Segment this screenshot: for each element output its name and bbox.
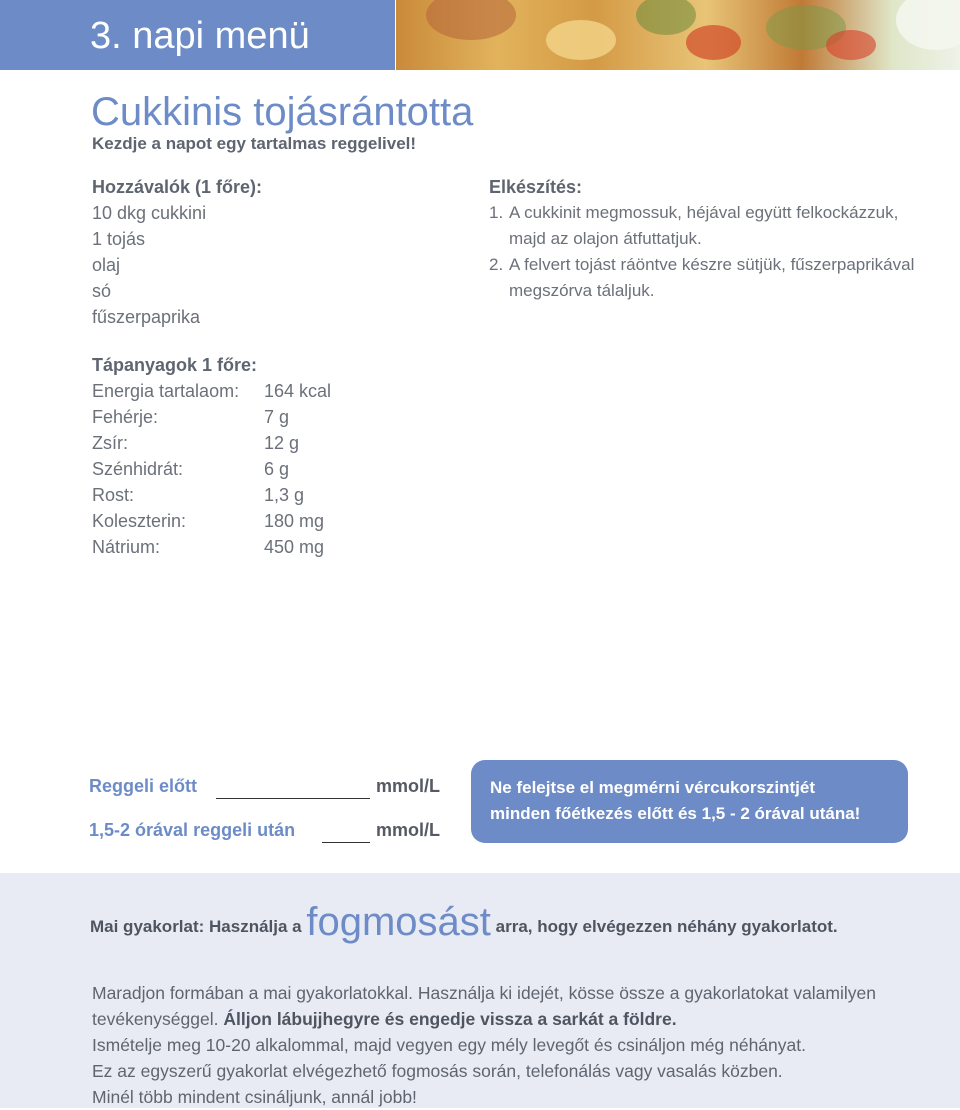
nutrient-row [92,482,331,508]
exercise-suffix: arra, hogy elvégezzen néhány gyakorlatot. [495,917,838,936]
exercise-text: Minél több mindent csináljunk, annál jobb! [92,1087,417,1107]
nutrients-heading: Tápanyagok 1 főre: [92,355,258,375]
exercise-text [92,980,932,1032]
nutrient-label: Szénhidrát: [92,459,184,479]
nutrient-value: 1,3 g [264,485,305,505]
exercise-heading [90,900,838,945]
unit-label: mmol/L [376,820,441,840]
nutrient-value: 450 mg [264,537,325,557]
preparation-heading: Elkészítés: [489,177,583,197]
nutrient-label: Rost: [92,485,135,505]
nutrient-row [92,456,331,482]
nutrient-label: Zsír: [92,433,128,453]
nutrient-label: Fehérje: [92,407,159,427]
nutrient-value: 6 g [264,459,290,479]
nutrient-value: 12 g [264,433,300,453]
nutrient-row [92,430,331,456]
ingredient-item: só [92,281,112,301]
before-breakfast-field[interactable] [216,778,370,799]
ingredient-item: fűszerpaprika [92,307,201,327]
after-breakfast-field[interactable] [322,822,370,843]
exercise-text: Ez az egyszerű gyakorlat elvégezhető fogmosás során, telefonálás vagy vasalás közben. [92,1061,783,1081]
before-breakfast-label: Reggeli előtt [89,776,198,796]
nutrients-section [92,352,331,560]
recipe-title: Cukkinis tojásrántotta [91,90,474,134]
exercise-prefix: Mai gyakorlat: Használja a [90,917,302,936]
exercise-text-part: Maradjon formában a mai gyakorlatokkal. Használja ki idejét, kösse össze a gyakorlatokat valamilyen tevékenységgel. [92,983,876,1029]
ingredient-item: olaj [92,255,121,275]
ingredient-item: 1 tojás [92,229,146,249]
preparation-step [489,200,929,252]
exercise-text: Ismételje meg 10-20 alkalommal, majd vegyen egy mély levegőt és csináljon még néhányat. [92,1035,806,1055]
step-number: 2. [489,255,504,274]
ingredients-heading: Hozzávalók (1 főre): [92,177,263,197]
reminder-line: minden főétkezés előtt és 1,5 - 2 órával utána! [490,804,861,823]
reminder-line: Ne felejtse el megmérni vércukorszintjét [490,778,816,797]
reminder-box [471,760,908,843]
step-number: 1. [489,203,504,222]
preparation-section [489,174,929,304]
nutrient-row [92,534,331,560]
nutrient-label: Koleszterin: [92,511,187,531]
exercise-highlight: fogmosást [306,900,491,944]
step-text: A felvert tojást ráöntve készre sütjük, fűszerpaprikával megszórva tálaljuk. [509,255,915,300]
nutrient-value: 164 kcal [264,381,332,401]
nutrient-label: Nátrium: [92,537,161,557]
nutrient-label: Energia tartalaom: [92,381,240,401]
unit-label: mmol/L [376,776,441,796]
recipe-subtitle: Kezdje a napot egy tartalmas reggelivel! [92,134,417,153]
nutrient-row [92,404,331,430]
nutrient-value: 7 g [264,407,290,427]
preparation-step [489,252,929,304]
exercise-body [92,980,932,1110]
nutrient-row [92,508,331,534]
menu-title: 3. napi menü [90,15,310,57]
nutrient-row [92,378,331,404]
food-photo [396,0,960,70]
ingredients-section [92,174,392,330]
after-breakfast-label: 1,5-2 órával reggeli után [89,820,296,840]
exercise-emphasis: Álljon lábujjhegyre és engedje vissza a sarkát a földre. [223,1009,677,1029]
step-text: A cukkinit megmossuk, héjával együtt felkockázzuk, majd az olajon átfuttatjuk. [509,203,899,248]
ingredient-item: 10 dkg cukkini [92,203,207,223]
nutrient-value: 180 mg [264,511,325,531]
